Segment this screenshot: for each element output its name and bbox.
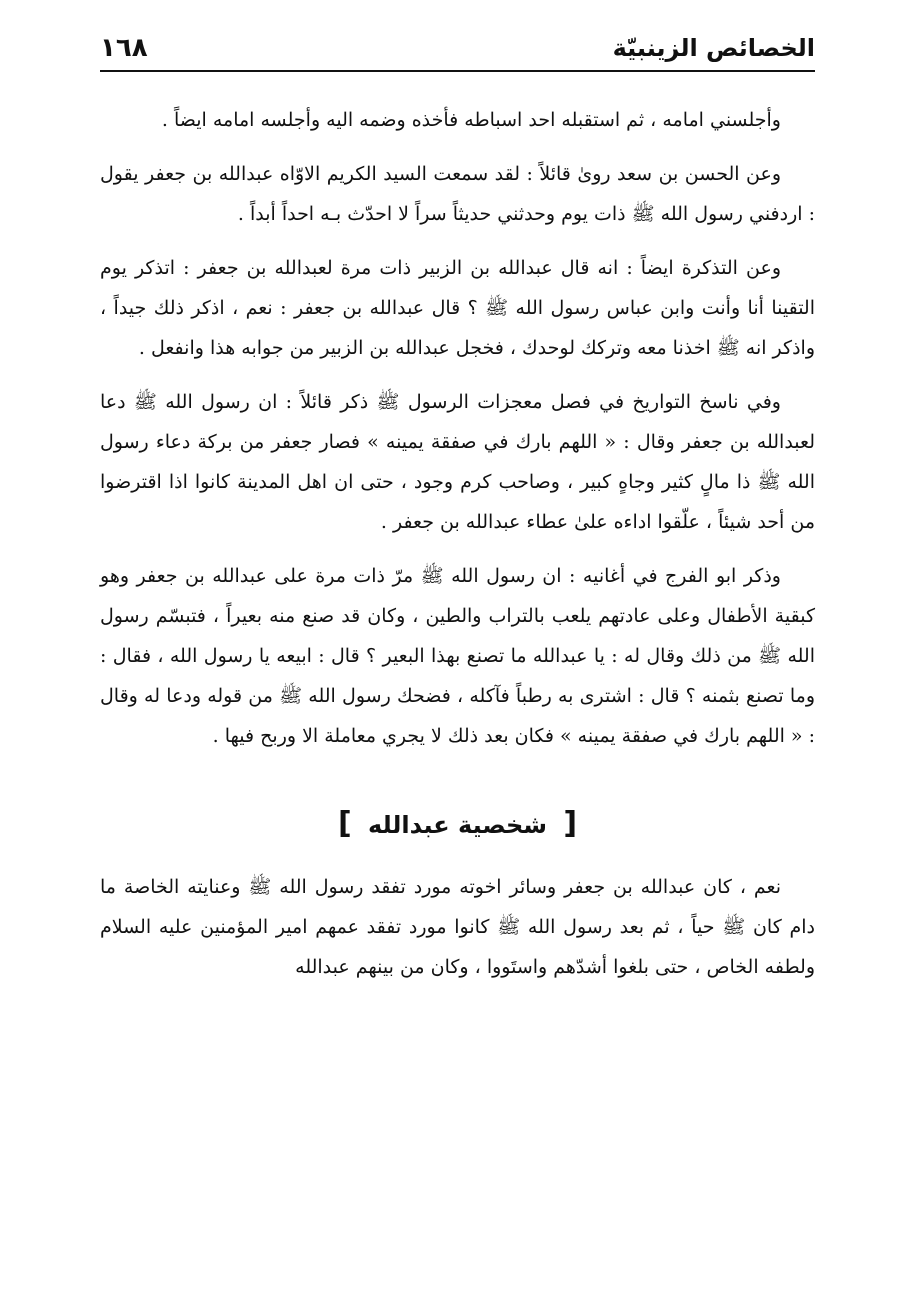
section-title: شخصية عبدالله	[368, 811, 547, 839]
heading-bracket-close: ]	[337, 806, 352, 841]
body-text	[100, 100, 815, 987]
section-heading	[100, 804, 815, 845]
paragraph: وذكر ابو الفرج في أغانيه : ان رسول الله ﷺ مرّ ذات مرة على عبدالله بن جعفر وهو كبقية الأطفال وعلى عادتهم يلعب بالتراب والطين ، وكان قد صنع منه بعيراً ، فتبسّم رسول الله ﷺ من ذلك وقال له : يا عبدالله ما تصنع بهذا البعير ؟ قال : ابيعه يا رسول الله ، فقال : وما تصنع بثمنه ؟ قال : اشترى به رطباً فآكله ، فضحك رسول الله ﷺ من قوله ودعا له وقال : « اللهم بارك في صفقة يمينه » فكان بعد ذلك لا يجري معاملة الا وربح فيها .	[100, 565, 815, 747]
heading-bracket-open: [	[563, 806, 578, 841]
book-title: الخصائص الزينبيّة	[612, 34, 815, 62]
paragraph: وعن الحسن بن سعد روىٰ قائلاً : لقد سمعت السيد الكريم الاوّاه عبدالله بن جعفر يقول : اردفني رسول الله ﷺ ذات يوم وحدثني حديثاً سراً لا احدّث بـه احداً أبداً .	[100, 163, 815, 225]
paragraph: وأجلسني امامه ، ثم استقبله احد اسباطه فأخذه وضمه اليه وأجلسه امامه ايضاً .	[161, 109, 781, 131]
header-divider	[100, 70, 815, 72]
paragraph: نعم ، كان عبدالله بن جعفر وسائر اخوته مورد تفقد رسول الله ﷺ وعنايته الخاصة ما دام كان ﷺ حياً ، ثم بعد رسول الله ﷺ كانوا مورد تفقد عمهم امير المؤمنين عليه السلام ولطفه الخاص ، حتى بلغوا أشدّهم واستَووا ، وكان من بينهم عبدالله	[100, 876, 815, 978]
page-header	[100, 28, 815, 68]
page-number: ١٦٨	[100, 33, 148, 63]
paragraph: وفي ناسخ التواريخ في فصل معجزات الرسول ﷺ ذكر قائلاً : ان رسول الله ﷺ دعا لعبدالله بن جعفر وقال : « اللهم بارك في صفقة يمينه » فصار جعفر من بركة دعاء رسول الله ﷺ ذا مالٍ كثير وجاهٍ كبير ، وصاحب كرم وجود ، حتى ان اهل المدينة كانوا اذا اقترضوا من أحد شيئاً ، علّقوا اداءه علىٰ عطاء عبدالله بن جعفر .	[100, 391, 815, 533]
paragraph: وعن التذكرة ايضاً : انه قال عبدالله بن الزبير ذات مرة لعبدالله بن جعفر : اتذكر يوم التقينا أنا وأنت وابن عباس رسول الله ﷺ ؟ قال عبدالله بن جعفر : نعم ، اذكر ذلك جيداً ، واذكر انه ﷺ اخذنا معه وتركك لوحدك ، فخجل عبدالله بن الزبير من جوابه هذا وانفعل .	[100, 257, 815, 359]
